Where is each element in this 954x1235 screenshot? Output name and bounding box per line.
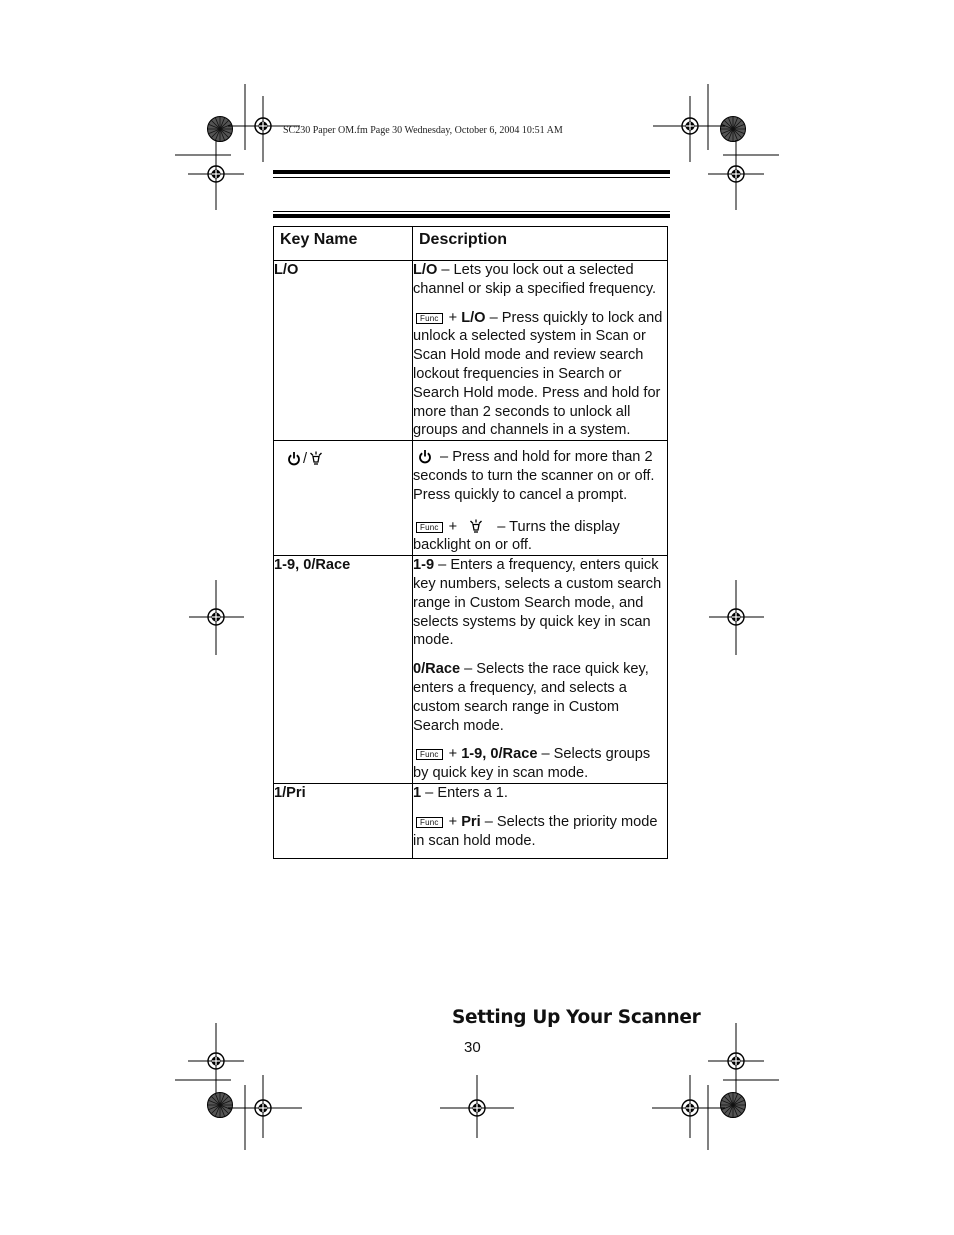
func-key-icon: Func [416, 749, 443, 760]
page-number: 30 [464, 1039, 481, 1056]
table-row [274, 556, 668, 784]
backlight-icon [309, 451, 323, 466]
backlight-icon [465, 519, 493, 534]
func-key-icon: Func [416, 522, 443, 533]
power-icon [287, 451, 301, 466]
table-rule-thick [273, 214, 670, 218]
description-pri [413, 783, 668, 858]
func-key-icon: Func [416, 313, 443, 324]
description-paragraph: – Press and hold for more than 2 seconds to turn the scanner on or off. Press quickly to cancel a prompt. [413, 449, 655, 503]
description-paragraph: Func + 1-9, 0/Race – Selects groups by quick key in scan mode. [413, 746, 651, 782]
top-rule-thick [273, 170, 670, 174]
description-paragraph: 0/Race – Selects the race quick key, enters a frequency, and selects a custom search range in Custom Search mode. [413, 661, 649, 734]
table-row [274, 261, 668, 441]
description-paragraph: L/O – Lets you lock out a selected channel or skip a specified frequency. [413, 262, 657, 297]
description-paragraph: Func + – Turns the display backlight on or off. [413, 518, 620, 554]
key-separator: / [303, 451, 308, 468]
description-paragraph: 1 – Enters a 1. [413, 784, 508, 801]
description-paragraph: 1-9 – Enters a frequency, enters quick key numbers, selects a custom search range in Custom Search mode, and selects systems by quick key in scan mode. [413, 557, 662, 649]
top-rule-thin [273, 177, 670, 178]
description-numbers [413, 556, 668, 784]
header-key-name: Key Name [274, 227, 413, 261]
section-title: Setting Up Your Scanner [452, 1007, 701, 1028]
power-icon [418, 449, 436, 464]
key-name-lo: L/O [274, 261, 413, 441]
description-paragraph: Func + Pri – Selects the priority mode in scan hold mode. [413, 813, 658, 849]
description-power-light [413, 441, 668, 556]
table-row [274, 783, 668, 858]
func-key-icon: Func [416, 817, 443, 828]
description-lo [413, 261, 668, 441]
key-name-pri: 1/Pri [274, 783, 413, 858]
print-header: SC230 Paper OM.fm Page 30 Wednesday, October 6, 2004 10:51 AM [283, 125, 563, 136]
key-name-numbers: 1-9, 0/Race [274, 556, 413, 784]
key-description-table [273, 226, 668, 859]
description-paragraph: Func + L/O – Press quickly to lock and unlock a selected system in Scan or Scan Hold mode and review search lockout frequencies in Search or Search Hold mode. Press and hold for more than 2 seconds to unlock all groups and channels in a system. [413, 309, 663, 439]
table-header-row [274, 227, 668, 261]
key-name-power-light [274, 441, 413, 556]
table-row [274, 441, 668, 556]
header-description: Description [413, 227, 668, 261]
table-rule-thin [273, 211, 670, 212]
